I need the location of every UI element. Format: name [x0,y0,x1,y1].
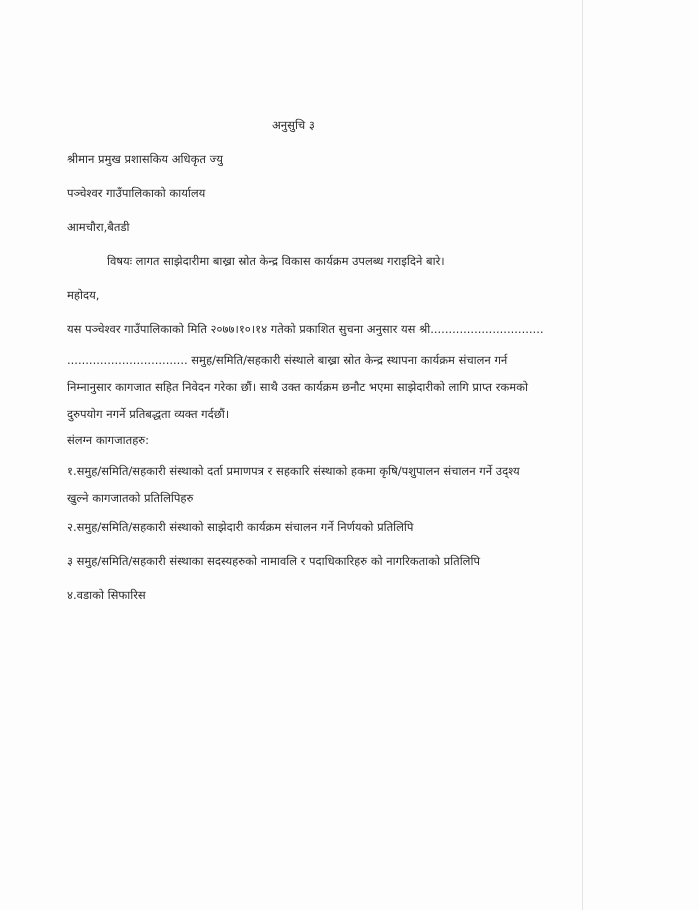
attachment-item-1-line-1: १.समुह/समिति/सहकारी संस्थाको दर्ता प्रमाणपत्र र सहकारि संस्थाको हकमा कृषि/पशुपालन संचालन गर्ने उद्श्य [67,464,520,478]
attachment-item-3: ३ समुह/समिति/सहकारी संस्थाका सदस्यहरुको नामावलि र पदाधिकारिहरु को नागरिकताको प्रतिलिपि [67,554,480,568]
body-paragraph-line-4: दुरुपयोग नगर्ने प्रतिबद्धता व्यक्त गर्दछौं। [67,407,230,421]
attachment-item-1 [67,458,607,512]
recipient-line-3: आमचौरा,बैतडी [67,220,130,234]
body-paragraph-line-1: यस पञ्चेश्वर गाउँपालिकाको मिति २०७७।१०।१४ गतेको प्रकाशित सुचना अनुसार यस श्री............................... [67,322,544,336]
attachment-item-1-line-2: खुल्ने कागजातको प्रतिलिपिहरु [67,491,194,505]
attachment-item-4: ४.वडाको सिफारिस [67,588,146,602]
body-paragraph-line-3: निम्नानुसार कागजात सहित निवेदन गरेका छौं। साथै उक्त कार्यक्रम छनौट भएमा साझेदारीको लागि प्राप्त रकमको [67,380,528,394]
attachments-heading: संलग्न कागजातहरु: [67,433,150,447]
body-paragraph [67,347,607,428]
recipient-line-1: श्रीमान प्रमुख प्रशासकिय अधिकृत ज्यु [67,152,223,166]
salutation: महोदय, [67,288,100,302]
recipient-line-2: पञ्चेश्वर गाउँपालिकाको कार्यालय [67,186,206,200]
body-paragraph-line-2: ................................. समुह/समिति/सहकारी संस्थाले बाख्रा स्रोत केन्द्र स्थापना कार्यक्रम संचालन गर्न [67,353,508,367]
document-title: अनुसुचि ३ [272,118,315,132]
page-edge-divider [582,0,583,910]
subject-line: विषयः लागत साझेदारीमा बाख्रा स्रोत केन्द्र विकास कार्यक्रम उपलब्ध गराइदिने बारे। [107,254,445,268]
attachment-item-2: २.समुह/समिति/सहकारी संस्थाको साझेदारी कार्यक्रम संचालन गर्ने निर्णयको प्रतिलिपि [67,520,414,534]
